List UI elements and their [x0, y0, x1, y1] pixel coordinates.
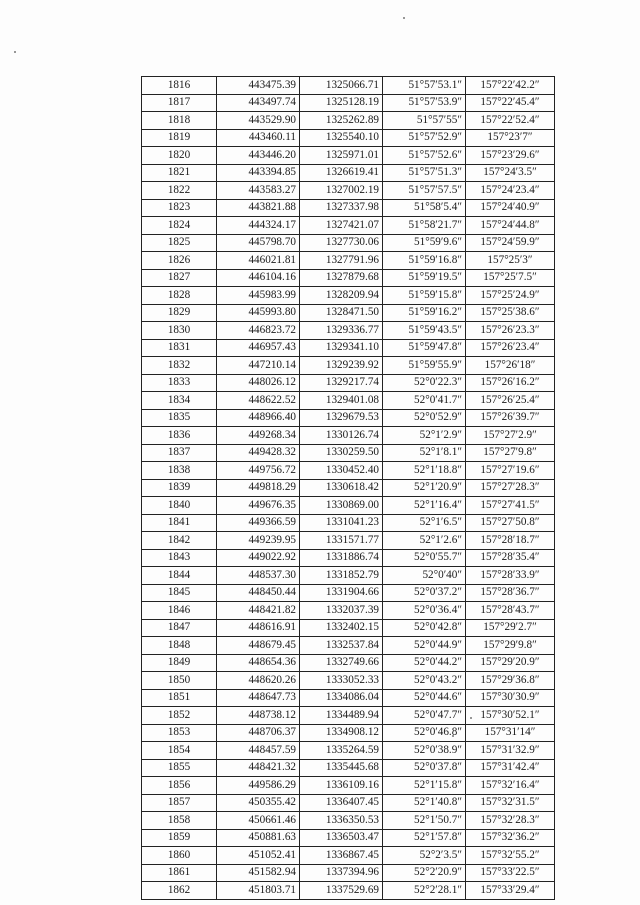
- y-coordinate-cell: 1328471.50: [300, 304, 383, 322]
- point-number-cell: 1823: [142, 199, 217, 217]
- point-number-cell: 1839: [142, 479, 217, 497]
- latitude-cell: 51°59′43.5″: [383, 322, 466, 340]
- table-row: [142, 654, 555, 672]
- longitude-cell: 157°30′52.1″: [466, 707, 555, 725]
- table-row: [142, 584, 555, 602]
- x-coordinate-cell: 451582.94: [217, 864, 300, 882]
- x-coordinate-cell: 445798.70: [217, 234, 300, 252]
- point-number-cell: 1843: [142, 549, 217, 567]
- longitude-cell: 157°26′25.4″: [466, 392, 555, 410]
- table-row: [142, 357, 555, 375]
- longitude-cell: 157°26′23.4″: [466, 339, 555, 357]
- longitude-cell: 157°26′18″: [466, 357, 555, 375]
- longitude-cell: 157°32′31.5″: [466, 794, 555, 812]
- point-number-cell: 1845: [142, 584, 217, 602]
- latitude-cell: 52°2′3.5″: [383, 847, 466, 865]
- longitude-cell: 157°28′36.7″: [466, 584, 555, 602]
- scan-speck: [14, 51, 16, 53]
- point-number-cell: 1841: [142, 514, 217, 532]
- longitude-cell: 157°25′24.9″: [466, 287, 555, 305]
- y-coordinate-cell: 1330869.00: [300, 497, 383, 515]
- table-row: [142, 602, 555, 620]
- y-coordinate-cell: 1329336.77: [300, 322, 383, 340]
- table-row: [142, 164, 555, 182]
- longitude-cell: 157°32′36.2″: [466, 829, 555, 847]
- point-number-cell: 1820: [142, 147, 217, 165]
- x-coordinate-cell: 448706.37: [217, 724, 300, 742]
- y-coordinate-cell: 1330126.74: [300, 427, 383, 445]
- point-number-cell: 1855: [142, 759, 217, 777]
- x-coordinate-cell: 445983.99: [217, 287, 300, 305]
- x-coordinate-cell: 443497.74: [217, 94, 300, 112]
- point-number-cell: 1822: [142, 182, 217, 200]
- x-coordinate-cell: 449428.32: [217, 444, 300, 462]
- longitude-cell: 157°26′39.7″: [466, 409, 555, 427]
- x-coordinate-cell: 449586.29: [217, 777, 300, 795]
- y-coordinate-cell: 1327791.96: [300, 252, 383, 270]
- x-coordinate-cell: 447210.14: [217, 357, 300, 375]
- table-row: [142, 287, 555, 305]
- point-number-cell: 1830: [142, 322, 217, 340]
- y-coordinate-cell: 1335445.68: [300, 759, 383, 777]
- table-row: [142, 514, 555, 532]
- longitude-cell: 157°22′45.4″: [466, 94, 555, 112]
- latitude-cell: 52°1′15.8″: [383, 777, 466, 795]
- y-coordinate-cell: 1334908.12: [300, 724, 383, 742]
- x-coordinate-cell: 448421.82: [217, 602, 300, 620]
- latitude-cell: 51°57′52.6″: [383, 147, 466, 165]
- table-row: [142, 304, 555, 322]
- longitude-cell: 157°27′50.8″: [466, 514, 555, 532]
- point-number-cell: 1828: [142, 287, 217, 305]
- x-coordinate-cell: 446823.72: [217, 322, 300, 340]
- point-number-cell: 1824: [142, 217, 217, 235]
- point-number-cell: 1834: [142, 392, 217, 410]
- latitude-cell: 51°57′57.5″: [383, 182, 466, 200]
- x-coordinate-cell: 450661.46: [217, 812, 300, 830]
- latitude-cell: 51°59′55.9″: [383, 357, 466, 375]
- latitude-cell: 51°59′47.8″: [383, 339, 466, 357]
- scan-speck: [403, 17, 405, 19]
- y-coordinate-cell: 1334086.04: [300, 689, 383, 707]
- longitude-cell: 157°25′7.5″: [466, 269, 555, 287]
- latitude-cell: 52°0′38.9″: [383, 742, 466, 760]
- latitude-cell: 51°57′55″: [383, 112, 466, 130]
- table-row: [142, 77, 555, 95]
- x-coordinate-cell: 448616.91: [217, 619, 300, 637]
- table-row: [142, 269, 555, 287]
- point-number-cell: 1842: [142, 532, 217, 550]
- x-coordinate-cell: 449268.34: [217, 427, 300, 445]
- point-number-cell: 1818: [142, 112, 217, 130]
- latitude-cell: 52°1′2.9″: [383, 427, 466, 445]
- y-coordinate-cell: 1332749.66: [300, 654, 383, 672]
- x-coordinate-cell: 448620.26: [217, 672, 300, 690]
- point-number-cell: 1825: [142, 234, 217, 252]
- x-coordinate-cell: 449366.59: [217, 514, 300, 532]
- table-row: [142, 427, 555, 445]
- longitude-cell: 157°31′42.4″: [466, 759, 555, 777]
- y-coordinate-cell: 1329679.53: [300, 409, 383, 427]
- point-number-cell: 1846: [142, 602, 217, 620]
- x-coordinate-cell: 449756.72: [217, 462, 300, 480]
- y-coordinate-cell: 1329239.92: [300, 357, 383, 375]
- point-number-cell: 1817: [142, 94, 217, 112]
- latitude-cell: 52°0′37.8″: [383, 759, 466, 777]
- x-coordinate-cell: 443446.20: [217, 147, 300, 165]
- x-coordinate-cell: 448026.12: [217, 374, 300, 392]
- table-row: [142, 549, 555, 567]
- x-coordinate-cell: 449676.35: [217, 497, 300, 515]
- latitude-cell: 52°1′6.5″: [383, 514, 466, 532]
- y-coordinate-cell: 1329217.74: [300, 374, 383, 392]
- latitude-cell: 52°1′18.8″: [383, 462, 466, 480]
- x-coordinate-cell: 449818.29: [217, 479, 300, 497]
- point-number-cell: 1854: [142, 742, 217, 760]
- y-coordinate-cell: 1330259.50: [300, 444, 383, 462]
- longitude-cell: 157°25′3″: [466, 252, 555, 270]
- y-coordinate-cell: 1325066.71: [300, 77, 383, 95]
- y-coordinate-cell: 1327421.07: [300, 217, 383, 235]
- table-row: [142, 497, 555, 515]
- latitude-cell: 51°59′16.8″: [383, 252, 466, 270]
- latitude-cell: 52°1′8.1″: [383, 444, 466, 462]
- point-number-cell: 1859: [142, 829, 217, 847]
- latitude-cell: 51°58′21.7″: [383, 217, 466, 235]
- point-number-cell: 1833: [142, 374, 217, 392]
- point-number-cell: 1837: [142, 444, 217, 462]
- x-coordinate-cell: 448457.59: [217, 742, 300, 760]
- x-coordinate-cell: 443394.85: [217, 164, 300, 182]
- x-coordinate-cell: 448654.36: [217, 654, 300, 672]
- table-row: [142, 234, 555, 252]
- longitude-cell: 157°33′22.5″: [466, 864, 555, 882]
- latitude-cell: 52°0′41.7″: [383, 392, 466, 410]
- latitude-cell: 52°0′46.8″: [383, 724, 466, 742]
- y-coordinate-cell: 1335264.59: [300, 742, 383, 760]
- latitude-cell: 51°57′52.9″: [383, 129, 466, 147]
- y-coordinate-cell: 1331041.23: [300, 514, 383, 532]
- point-number-cell: 1856: [142, 777, 217, 795]
- latitude-cell: 52°1′2.6″: [383, 532, 466, 550]
- table-row: [142, 689, 555, 707]
- table-row: [142, 759, 555, 777]
- latitude-cell: 52°1′57.8″: [383, 829, 466, 847]
- latitude-cell: 51°59′15.8″: [383, 287, 466, 305]
- longitude-cell: 157°29′2.7″: [466, 619, 555, 637]
- latitude-cell: 52°0′43.2″: [383, 672, 466, 690]
- longitude-cell: 157°32′28.3″: [466, 812, 555, 830]
- table-row: [142, 322, 555, 340]
- latitude-cell: 52°1′20.9″: [383, 479, 466, 497]
- longitude-cell: 157°28′43.7″: [466, 602, 555, 620]
- longitude-cell: 157°31′14″: [466, 724, 555, 742]
- latitude-cell: 51°59′19.5″: [383, 269, 466, 287]
- table-row: [142, 199, 555, 217]
- table-row: [142, 217, 555, 235]
- table-row: [142, 129, 555, 147]
- x-coordinate-cell: 446104.16: [217, 269, 300, 287]
- y-coordinate-cell: 1326619.41: [300, 164, 383, 182]
- y-coordinate-cell: 1325971.01: [300, 147, 383, 165]
- latitude-cell: 51°57′53.9″: [383, 94, 466, 112]
- latitude-cell: 52°0′22.3″: [383, 374, 466, 392]
- y-coordinate-cell: 1332037.39: [300, 602, 383, 620]
- coordinates-table: [141, 76, 555, 900]
- point-number-cell: 1848: [142, 637, 217, 655]
- table-row: [142, 392, 555, 410]
- longitude-cell: 157°26′16.2″: [466, 374, 555, 392]
- table-row: [142, 847, 555, 865]
- y-coordinate-cell: 1337529.69: [300, 882, 383, 900]
- point-number-cell: 1827: [142, 269, 217, 287]
- y-coordinate-cell: 1327879.68: [300, 269, 383, 287]
- x-coordinate-cell: 448450.44: [217, 584, 300, 602]
- y-coordinate-cell: 1336503.47: [300, 829, 383, 847]
- longitude-cell: 157°27′9.8″: [466, 444, 555, 462]
- longitude-cell: 157°28′18.7″: [466, 532, 555, 550]
- y-coordinate-cell: 1327337.98: [300, 199, 383, 217]
- latitude-cell: 52°0′36.4″: [383, 602, 466, 620]
- longitude-cell: 157°23′7″: [466, 129, 555, 147]
- y-coordinate-cell: 1337394.96: [300, 864, 383, 882]
- latitude-cell: 52°0′44.6″: [383, 689, 466, 707]
- x-coordinate-cell: 443821.88: [217, 199, 300, 217]
- longitude-cell: 157°27′2.9″: [466, 427, 555, 445]
- y-coordinate-cell: 1325540.10: [300, 129, 383, 147]
- point-number-cell: 1836: [142, 427, 217, 445]
- y-coordinate-cell: 1331904.66: [300, 584, 383, 602]
- table-row: [142, 532, 555, 550]
- latitude-cell: 51°58′5.4″: [383, 199, 466, 217]
- latitude-cell: 52°0′44.2″: [383, 654, 466, 672]
- longitude-cell: 157°29′20.9″: [466, 654, 555, 672]
- table-row: [142, 619, 555, 637]
- table-row: [142, 829, 555, 847]
- table-row: [142, 637, 555, 655]
- y-coordinate-cell: 1329401.08: [300, 392, 383, 410]
- latitude-cell: 51°59′16.2″: [383, 304, 466, 322]
- latitude-cell: 52°0′55.7″: [383, 549, 466, 567]
- table-row: [142, 112, 555, 130]
- longitude-cell: 157°29′36.8″: [466, 672, 555, 690]
- point-number-cell: 1838: [142, 462, 217, 480]
- y-coordinate-cell: 1332402.15: [300, 619, 383, 637]
- point-number-cell: 1849: [142, 654, 217, 672]
- y-coordinate-cell: 1331571.77: [300, 532, 383, 550]
- x-coordinate-cell: 451803.71: [217, 882, 300, 900]
- point-number-cell: 1860: [142, 847, 217, 865]
- latitude-cell: 51°57′53.1″: [383, 77, 466, 95]
- longitude-cell: 157°29′9.8″: [466, 637, 555, 655]
- longitude-cell: 157°32′16.4″: [466, 777, 555, 795]
- y-coordinate-cell: 1325128.19: [300, 94, 383, 112]
- point-number-cell: 1819: [142, 129, 217, 147]
- longitude-cell: 157°31′32.9″: [466, 742, 555, 760]
- y-coordinate-cell: 1334489.94: [300, 707, 383, 725]
- x-coordinate-cell: 444324.17: [217, 217, 300, 235]
- x-coordinate-cell: 443475.39: [217, 77, 300, 95]
- table-row: [142, 182, 555, 200]
- point-number-cell: 1862: [142, 882, 217, 900]
- x-coordinate-cell: 448738.12: [217, 707, 300, 725]
- longitude-cell: 157°24′3.5″: [466, 164, 555, 182]
- longitude-cell: 157°24′44.8″: [466, 217, 555, 235]
- latitude-cell: 51°57′51.3″: [383, 164, 466, 182]
- longitude-cell: 157°26′23.3″: [466, 322, 555, 340]
- longitude-cell: 157°25′38.6″: [466, 304, 555, 322]
- y-coordinate-cell: 1336350.53: [300, 812, 383, 830]
- y-coordinate-cell: 1333052.33: [300, 672, 383, 690]
- longitude-cell: 157°22′52.4″: [466, 112, 555, 130]
- y-coordinate-cell: 1325262.89: [300, 112, 383, 130]
- x-coordinate-cell: 443529.90: [217, 112, 300, 130]
- latitude-cell: 52°0′52.9″: [383, 409, 466, 427]
- x-coordinate-cell: 445993.80: [217, 304, 300, 322]
- longitude-cell: 157°27′41.5″: [466, 497, 555, 515]
- x-coordinate-cell: 446957.43: [217, 339, 300, 357]
- latitude-cell: 52°0′40″: [383, 567, 466, 585]
- latitude-cell: 51°59′9.6″: [383, 234, 466, 252]
- x-coordinate-cell: 451052.41: [217, 847, 300, 865]
- point-number-cell: 1844: [142, 567, 217, 585]
- longitude-cell: 157°27′19.6″: [466, 462, 555, 480]
- y-coordinate-cell: 1329341.10: [300, 339, 383, 357]
- table-row: [142, 479, 555, 497]
- y-coordinate-cell: 1330452.40: [300, 462, 383, 480]
- longitude-cell: 157°33′29.4″: [466, 882, 555, 900]
- longitude-cell: 157°32′55.2″: [466, 847, 555, 865]
- y-coordinate-cell: 1330618.42: [300, 479, 383, 497]
- point-number-cell: 1853: [142, 724, 217, 742]
- longitude-cell: 157°24′40.9″: [466, 199, 555, 217]
- x-coordinate-cell: 443460.11: [217, 129, 300, 147]
- table-row: [142, 252, 555, 270]
- table-row: [142, 462, 555, 480]
- x-coordinate-cell: 448622.52: [217, 392, 300, 410]
- y-coordinate-cell: 1332537.84: [300, 637, 383, 655]
- table-row: [142, 147, 555, 165]
- longitude-cell: 157°24′23.4″: [466, 182, 555, 200]
- latitude-cell: 52°1′50.7″: [383, 812, 466, 830]
- table-row: [142, 724, 555, 742]
- point-number-cell: 1847: [142, 619, 217, 637]
- point-number-cell: 1840: [142, 497, 217, 515]
- latitude-cell: 52°2′28.1″: [383, 882, 466, 900]
- point-number-cell: 1835: [142, 409, 217, 427]
- point-number-cell: 1821: [142, 164, 217, 182]
- x-coordinate-cell: 443583.27: [217, 182, 300, 200]
- x-coordinate-cell: 450355.42: [217, 794, 300, 812]
- table-row: [142, 339, 555, 357]
- longitude-cell: 157°27′28.3″: [466, 479, 555, 497]
- latitude-cell: 52°2′20.9″: [383, 864, 466, 882]
- point-number-cell: 1829: [142, 304, 217, 322]
- y-coordinate-cell: 1336109.16: [300, 777, 383, 795]
- point-number-cell: 1850: [142, 672, 217, 690]
- point-number-cell: 1861: [142, 864, 217, 882]
- point-number-cell: 1852: [142, 707, 217, 725]
- y-coordinate-cell: 1328209.94: [300, 287, 383, 305]
- longitude-cell: 157°24′59.9″: [466, 234, 555, 252]
- latitude-cell: 52°0′47.7″: [383, 707, 466, 725]
- longitude-cell: 157°22′42.2″: [466, 77, 555, 95]
- longitude-cell: 157°28′33.9″: [466, 567, 555, 585]
- table-row: [142, 672, 555, 690]
- longitude-cell: 157°30′30.9″: [466, 689, 555, 707]
- table-row: [142, 94, 555, 112]
- x-coordinate-cell: 448647.73: [217, 689, 300, 707]
- x-coordinate-cell: 450881.63: [217, 829, 300, 847]
- point-number-cell: 1816: [142, 77, 217, 95]
- table-row: [142, 777, 555, 795]
- latitude-cell: 52°1′40.8″: [383, 794, 466, 812]
- point-number-cell: 1832: [142, 357, 217, 375]
- point-number-cell: 1858: [142, 812, 217, 830]
- x-coordinate-cell: 449022.92: [217, 549, 300, 567]
- table-row: [142, 409, 555, 427]
- longitude-cell: 157°23′29.6″: [466, 147, 555, 165]
- table-row: [142, 374, 555, 392]
- latitude-cell: 52°0′42.8″: [383, 619, 466, 637]
- table-row: [142, 882, 555, 900]
- y-coordinate-cell: 1327002.19: [300, 182, 383, 200]
- y-coordinate-cell: 1331886.74: [300, 549, 383, 567]
- x-coordinate-cell: 448679.45: [217, 637, 300, 655]
- x-coordinate-cell: 448966.40: [217, 409, 300, 427]
- y-coordinate-cell: 1331852.79: [300, 567, 383, 585]
- y-coordinate-cell: 1336407.45: [300, 794, 383, 812]
- y-coordinate-cell: 1336867.45: [300, 847, 383, 865]
- x-coordinate-cell: 446021.81: [217, 252, 300, 270]
- x-coordinate-cell: 448421.32: [217, 759, 300, 777]
- latitude-cell: 52°1′16.4″: [383, 497, 466, 515]
- latitude-cell: 52°0′44.9″: [383, 637, 466, 655]
- y-coordinate-cell: 1327730.06: [300, 234, 383, 252]
- table-row: [142, 864, 555, 882]
- table-row: [142, 444, 555, 462]
- point-number-cell: 1831: [142, 339, 217, 357]
- table-row: [142, 742, 555, 760]
- point-number-cell: 1826: [142, 252, 217, 270]
- point-number-cell: 1851: [142, 689, 217, 707]
- point-number-cell: 1857: [142, 794, 217, 812]
- table-row: [142, 707, 555, 725]
- coordinates-table-body: [142, 77, 555, 900]
- x-coordinate-cell: 449239.95: [217, 532, 300, 550]
- table-row: [142, 812, 555, 830]
- table-row: [142, 794, 555, 812]
- latitude-cell: 52°0′37.2″: [383, 584, 466, 602]
- x-coordinate-cell: 448537.30: [217, 567, 300, 585]
- longitude-cell: 157°28′35.4″: [466, 549, 555, 567]
- table-row: [142, 567, 555, 585]
